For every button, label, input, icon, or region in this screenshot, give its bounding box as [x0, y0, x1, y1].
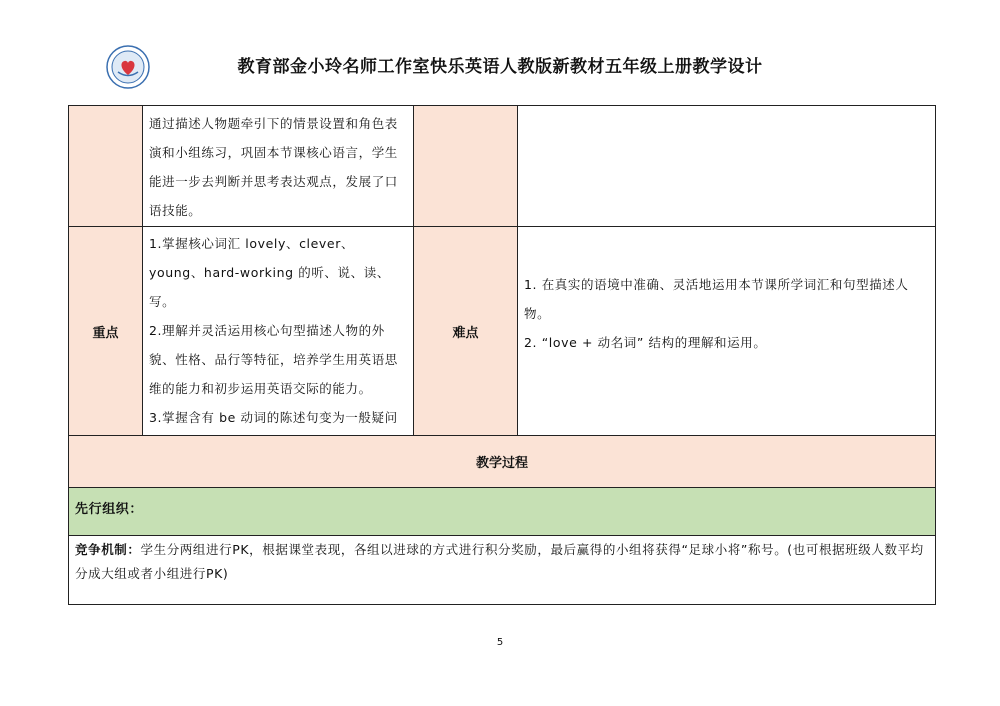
- row1-mid-label-cell: [413, 106, 517, 226]
- competition-label: 竞争机制：: [75, 542, 141, 557]
- difficult-points-label: 难点: [413, 226, 517, 435]
- document-title: 教育部金小玲名师工作室快乐英语人教版新教材五年级上册教学设计: [237, 57, 763, 77]
- row1-objective-cell: [142, 106, 413, 226]
- advance-organizer-row: [69, 487, 935, 535]
- advance-organizer-label: 先行组织：: [75, 502, 144, 517]
- key-point-1: 1.掌握核心词汇 lovely、clever、young、hard-working 的听、说、读、写。: [149, 236, 390, 309]
- row1-empty-cell: [517, 106, 935, 226]
- key-points-label: 重点: [69, 226, 142, 435]
- row1-label-cell: [69, 106, 142, 226]
- page-header: [0, 0, 1000, 100]
- lesson-plan-table: [68, 105, 936, 605]
- difficult-points-cell: [517, 226, 935, 435]
- key-points-cell: [142, 226, 413, 435]
- page-number: 5: [496, 637, 504, 648]
- competition-row: [69, 535, 935, 604]
- competition-text: 学生分两组进行PK，根据课堂表现，各组以进球的方式进行积分奖励，最后赢得的小组将获得“足球小将”称号。(也可根据班级人数平均分成大组或者小组进行PK): [75, 542, 924, 581]
- key-point-2: 2.理解并灵活运用核心句型描述人物的外貌、性格、品行等特征，培养学生用英语思维的能力和初步运用英语交际的能力。: [149, 323, 398, 396]
- teaching-process-heading: 教学过程: [69, 435, 935, 487]
- difficult-point-1: 1. 在真实的语境中准确、灵活地运用本节课所学词汇和句型描述人物。: [524, 277, 909, 321]
- key-point-3: 3.掌握含有 be 动词的陈述句变为一般疑问: [149, 410, 398, 425]
- difficult-point-2: 2. “love + 动名词” 结构的理解和运用。: [524, 335, 767, 350]
- objective-text: 通过描述人物题牵引下的情景设置和角色表演和小组练习，巩固本节课核心语言，学生能进一步去判断并思考表达观点，发展了口语技能。: [149, 116, 398, 218]
